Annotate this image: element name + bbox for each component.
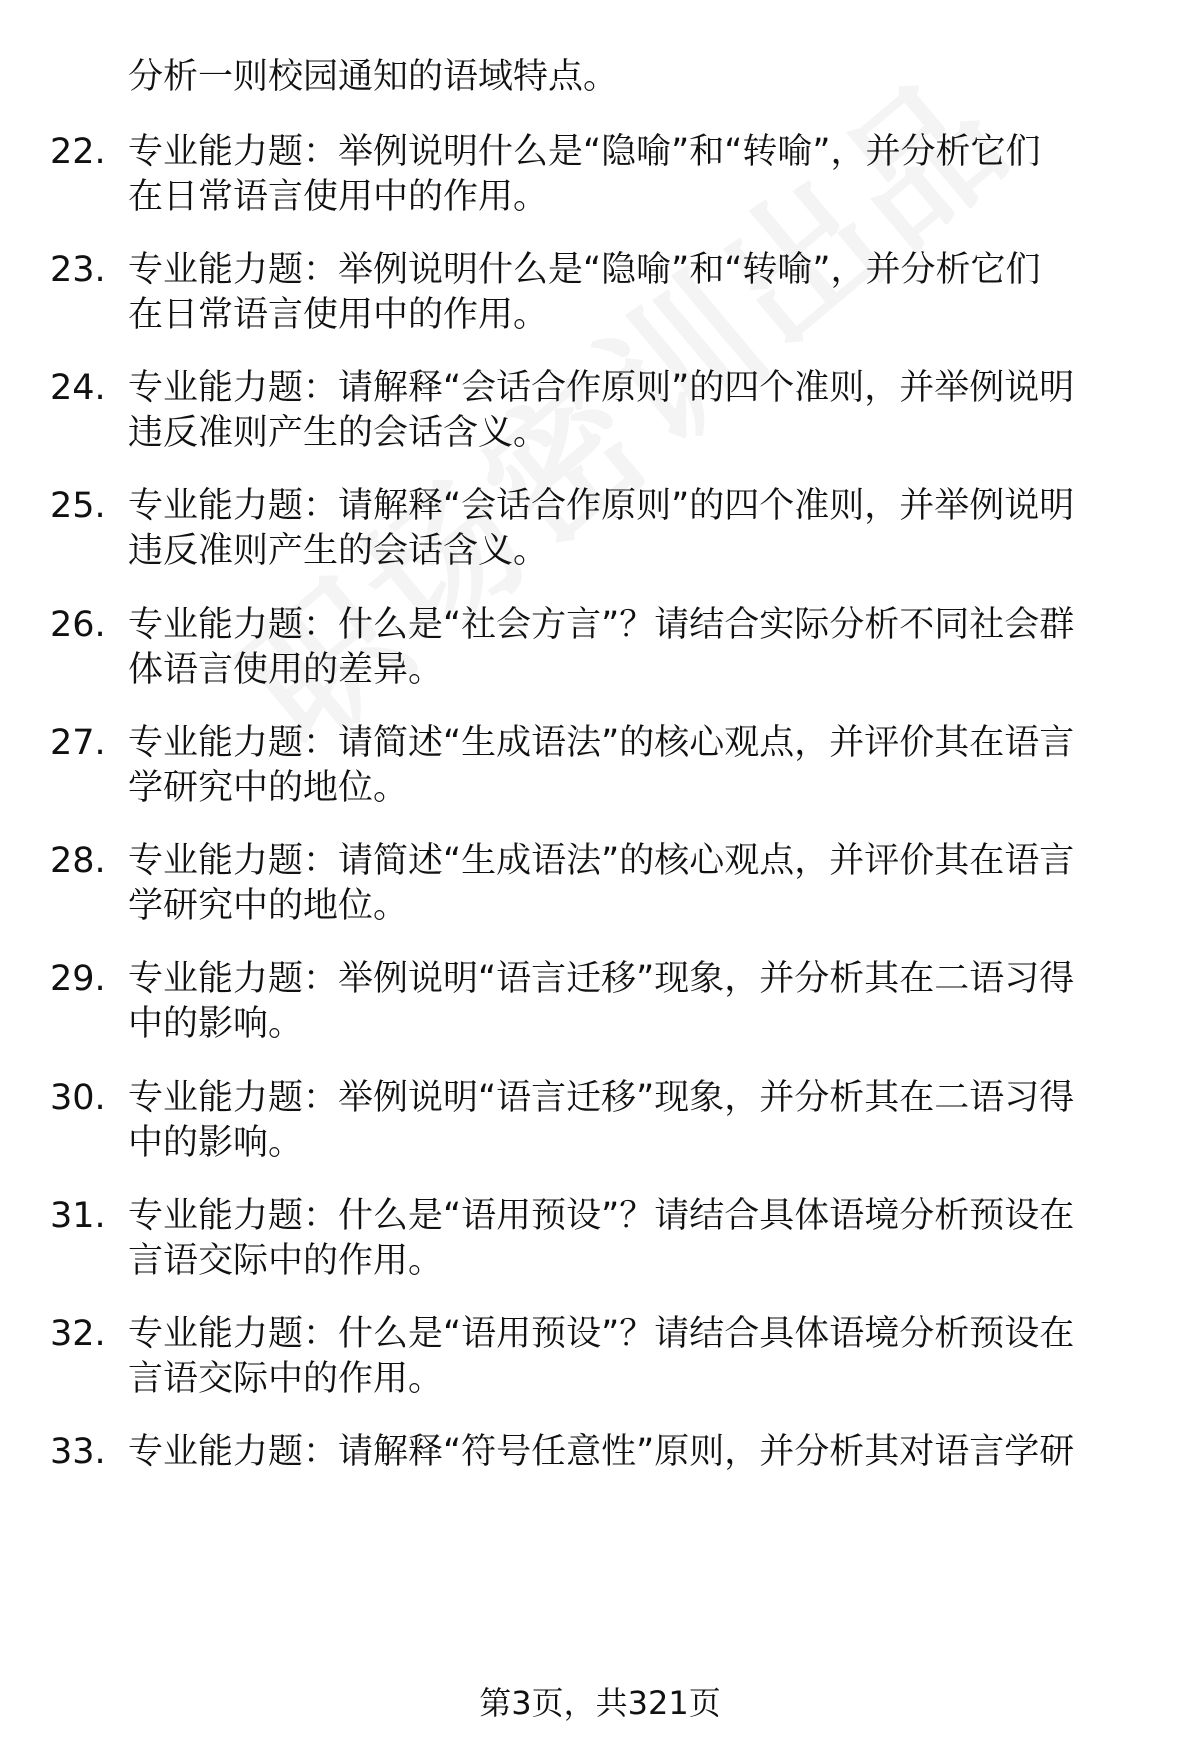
question-text-line2: 中的影响。: [128, 1004, 304, 1044]
question-number: 33.: [50, 1432, 106, 1472]
question-number: 27.: [50, 723, 106, 763]
question-text-line1: 专业能力题：什么是“语用预设”？请结合具体语境分析预设在: [128, 1196, 1075, 1236]
question-number: 31.: [50, 1196, 106, 1236]
question-number: 29.: [50, 959, 106, 999]
question-text-line2: 违反准则产生的会话含义。: [128, 531, 549, 571]
question-text-line1: 专业能力题：什么是“社会方言”？请结合实际分析不同社会群: [128, 605, 1075, 645]
question-text-line2: 违反准则产生的会话含义。: [128, 413, 549, 453]
question-text-line1: 专业能力题：请解释“符号任意性”原则，并分析其对语言学研: [128, 1432, 1075, 1472]
question-text-line2: 体语言使用的差异。: [128, 650, 444, 690]
question-text-line2: 学研究中的地位。: [128, 886, 409, 926]
question-number: 32.: [50, 1314, 106, 1354]
question-number: 28.: [50, 841, 106, 881]
question-number: 22.: [50, 132, 106, 172]
question-text-line1: 专业能力题：请解释“会话合作原则”的四个准则，并举例说明: [128, 368, 1075, 408]
question-text-line2: 在日常语言使用中的作用。: [128, 295, 549, 335]
question-number: 25.: [50, 486, 106, 526]
question-text-line2: 言语交际中的作用。: [128, 1359, 444, 1399]
question-text-line2: 学研究中的地位。: [128, 768, 409, 808]
question-number: 26.: [50, 605, 106, 645]
question-text-line2: 中的影响。: [128, 1123, 304, 1163]
page-footer: 第3页，共321页: [479, 1684, 721, 1722]
question-text-line2: 在日常语言使用中的作用。: [128, 177, 549, 217]
question-text-line1: 专业能力题：举例说明“语言迁移”现象，并分析其在二语习得: [128, 1078, 1075, 1118]
question-text-line1: 专业能力题：举例说明“语言迁移”现象，并分析其在二语习得: [128, 959, 1075, 999]
question-text-line1: 专业能力题：请简述“生成语法”的核心观点，并评价其在语言: [128, 723, 1075, 763]
question-text-line1: 专业能力题：什么是“语用预设”？请结合具体语境分析预设在: [128, 1314, 1075, 1354]
question-number: 23.: [50, 250, 106, 290]
question-text-line1: 专业能力题：举例说明什么是“隐喻”和“转喻”，并分析它们: [128, 250, 1041, 290]
question-text-line1: 专业能力题：请解释“会话合作原则”的四个准则，并举例说明: [128, 486, 1075, 526]
question-text-line2: 言语交际中的作用。: [128, 1241, 444, 1281]
question-text-line1: 专业能力题：请简述“生成语法”的核心观点，并评价其在语言: [128, 841, 1075, 881]
question-number: 24.: [50, 368, 106, 408]
intro-line: 分析一则校园通知的语域特点。: [128, 57, 619, 97]
question-number: 30.: [50, 1078, 106, 1118]
question-text-line1: 专业能力题：举例说明什么是“隐喻”和“转喻”，并分析它们: [128, 132, 1041, 172]
